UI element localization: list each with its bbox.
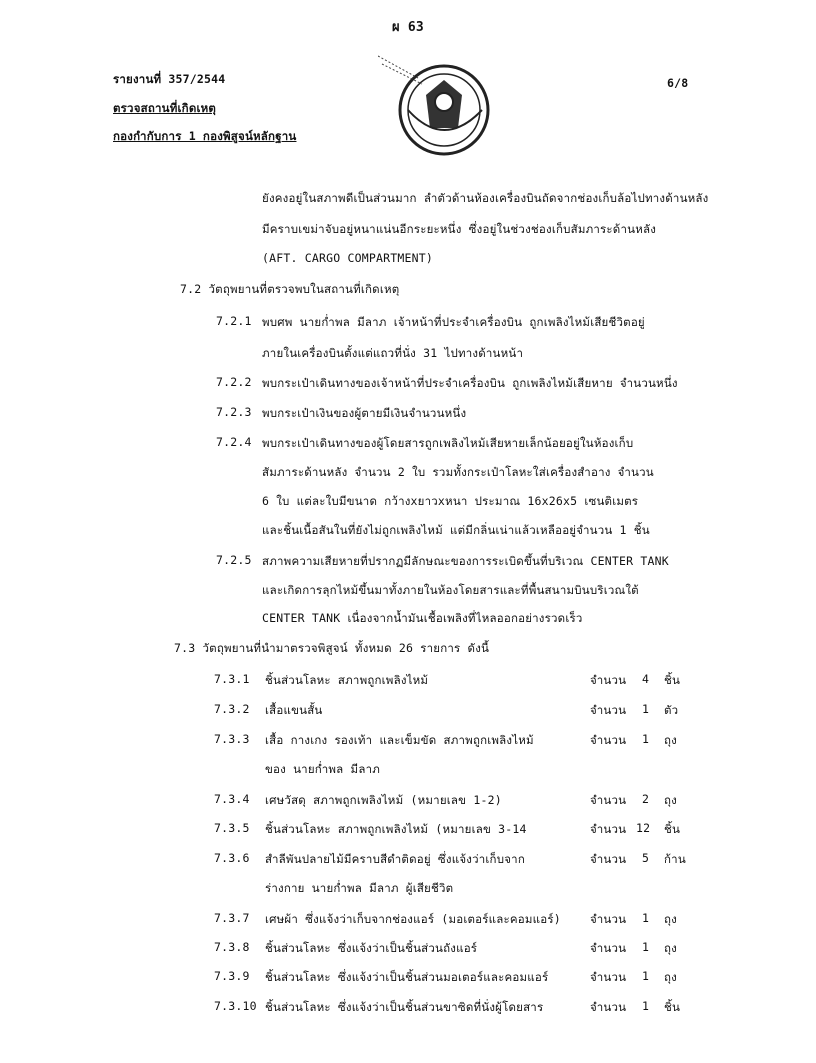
intro-line: ยังคงอยู่ในสภาพดีเป็นส่วนมาก ลำตัวด้านห้องเครื่องบินถัดจากช่องเก็บล้อไปทางด้านหลัง <box>262 191 709 205</box>
qty-label: จำนวน <box>590 970 627 984</box>
official-seal-icon <box>378 50 503 160</box>
section-heading-7-3: 7.3 วัตถุพยานที่นำมาตรวจพิสูจน์ ทั้งหมด 26 รายการ ดังนี้ <box>174 641 490 655</box>
qty-value: 12 <box>636 821 651 835</box>
qty-label: จำนวน <box>590 852 627 866</box>
qty-unit: ก้าน <box>664 852 686 866</box>
item-text: พบกระเป๋าเงินของผู้ตายมีเงินจำนวนหนึ่ง <box>262 406 467 420</box>
item-text: และชิ้นเนื้อสันในที่ยังไม่ถูกเพลิงไหม้ แต่มีกลิ่นเน่าแล้วเหลืออยู่จำนวน 1 ชิ้น <box>262 523 650 537</box>
item-text: สัมภาระด้านหลัง จำนวน 2 ใบ รวมทั้งกระเป๋าโลหะใส่เครื่องสำอาง จำนวน <box>262 465 654 479</box>
intro-line: มีคราบเขม่าจับอยู่หนาแน่นอีกระยะหนึ่ง ซึ่งอยู่ในช่วงช่องเก็บสัมภาระด้านหลัง <box>262 222 657 236</box>
item-text: ชิ้นส่วนโลหะ สภาพถูกเพลิงไหม้ (หมายเลข 3-14 <box>265 822 527 836</box>
item-text: ภายในเครื่องบินตั้งแต่แถวที่นั่ง 31 ไปทางด้านหน้า <box>262 346 524 360</box>
qty-unit: ตัว <box>664 703 679 717</box>
item-text: ชิ้นส่วนโลหะ ซึ่งแจ้งว่าเป็นชิ้นส่วนขาซิดที่นั่งผู้โดยสาร <box>265 1000 544 1014</box>
qty-label: จำนวน <box>590 793 627 807</box>
item-text: พบกระเป๋าเดินทางของเจ้าหน้าที่ประจำเครื่องบิน ถูกเพลิงไหม้เสียหาย จำนวนหนึ่ง <box>262 376 678 390</box>
report-number: รายงานที่ 357/2544 <box>113 72 226 86</box>
qty-label: จำนวน <box>590 1000 627 1014</box>
page-of: 6/8 <box>667 76 689 90</box>
item-number: 7.2.4 <box>216 435 252 449</box>
item-text: เศษวัสดุ สภาพถูกเพลิงไหม้ (หมายเลข 1-2) <box>265 793 502 807</box>
item-number: 7.2.2 <box>216 375 252 389</box>
item-text: พบศพ นายก่ำพล มีลาภ เจ้าหน้าที่ประจำเครื่องบิน ถูกเพลิงไหม้เสียชีวิตอยู่ <box>262 315 645 329</box>
intro-line: (AFT. CARGO COMPARTMENT) <box>262 251 433 265</box>
qty-unit: ชิ้น <box>664 1000 681 1014</box>
item-text: เสื้อ กางเกง รองเท้า และเข็มขัด สภาพถูกเพลิงไหม้ <box>265 733 534 747</box>
unit-label: กองกำกับการ 1 กองพิสูจน์หลักฐาน <box>113 129 297 143</box>
qty-label: จำนวน <box>590 822 627 836</box>
item-text: สภาพความเสียหายที่ปรากฏมีลักษณะของการระเบิดขึ้นที่บริเวณ CENTER TANK <box>262 554 669 568</box>
qty-value: 4 <box>642 672 650 686</box>
qty-label: จำนวน <box>590 912 627 926</box>
qty-value: 1 <box>642 969 650 983</box>
qty-unit: ถุง <box>664 970 677 984</box>
item-number: 7.3.5 <box>214 821 250 835</box>
item-number: 7.2.1 <box>216 314 252 328</box>
qty-value: 1 <box>642 911 650 925</box>
item-text: สำลีพันปลายไม้มีคราบสีดำติดอยู่ ซึ่งแจ้งว่าเก็บจาก <box>265 852 525 866</box>
qty-unit: ชิ้น <box>664 822 681 836</box>
qty-unit: ถุง <box>664 793 677 807</box>
item-text: CENTER TANK เนื่องจากน้ำมันเชื้อเพลิงที่ไหลออกอย่างรวดเร็ว <box>262 611 583 625</box>
item-number: 7.3.2 <box>214 702 250 716</box>
item-number: 7.2.5 <box>216 553 252 567</box>
item-number: 7.3.1 <box>214 672 250 686</box>
item-text: ชิ้นส่วนโลหะ สภาพถูกเพลิงไหม้ <box>265 673 429 687</box>
item-number: 7.3.8 <box>214 940 250 954</box>
qty-label: จำนวน <box>590 673 627 687</box>
item-number: 7.3.9 <box>214 969 250 983</box>
item-number: 7.3.3 <box>214 732 250 746</box>
item-text: เศษผ้า ซึ่งแจ้งว่าเก็บจากช่องแอร์ (มอเตอร์และคอมแอร์) <box>265 912 561 926</box>
item-number: 7.3.6 <box>214 851 250 865</box>
qty-value: 1 <box>642 732 650 746</box>
item-text: ร่างกาย นายก่ำพล มีลาภ ผู้เสียชีวิต <box>265 881 454 895</box>
item-text: ชิ้นส่วนโลหะ ซึ่งแจ้งว่าเป็นชิ้นส่วนมอเตอร์และคอมแอร์ <box>265 970 549 984</box>
item-text: พบกระเป๋าเดินทางของผู้โดยสารถูกเพลิงไหม้เสียหายเล็กน้อยอยู่ในห้องเก็บ <box>262 436 634 450</box>
qty-value: 1 <box>642 702 650 716</box>
qty-value: 2 <box>642 792 650 806</box>
item-number: 7.3.7 <box>214 911 250 925</box>
item-number: 7.2.3 <box>216 405 252 419</box>
item-number: 7.3.10 <box>214 999 257 1013</box>
qty-label: จำนวน <box>590 941 627 955</box>
item-text: เสื้อแขนสั้น <box>265 703 323 717</box>
page-number: ผ 63 <box>392 20 424 35</box>
qty-label: จำนวน <box>590 703 627 717</box>
item-text: ชิ้นส่วนโลหะ ซึ่งแจ้งว่าเป็นชิ้นส่วนถังแอร์ <box>265 941 478 955</box>
section-label: ตรวจสถานที่เกิดเหตุ <box>113 101 217 115</box>
item-text: ของ นายก่ำพล มีลาภ <box>265 762 381 776</box>
section-heading-7-2: 7.2 วัตถุพยานที่ตรวจพบในสถานที่เกิดเหตุ <box>180 282 400 296</box>
item-number: 7.3.4 <box>214 792 250 806</box>
qty-value: 1 <box>642 940 650 954</box>
item-text: และเกิดการลุกไหม้ขึ้นมาทั้งภายในห้องโดยสารและที่พื้นสนามบินบริเวณใต้ <box>262 583 639 597</box>
qty-unit: ถุง <box>664 912 677 926</box>
qty-unit: ถุง <box>664 733 677 747</box>
item-text: 6 ใบ แต่ละใบมีขนาด กว้างxยาวxหนา ประมาณ 16x26x5 เซนติเมตร <box>262 494 639 508</box>
qty-unit: ถุง <box>664 941 677 955</box>
qty-unit: ชิ้น <box>664 673 681 687</box>
qty-label: จำนวน <box>590 733 627 747</box>
qty-value: 1 <box>642 999 650 1013</box>
qty-value: 5 <box>642 851 650 865</box>
